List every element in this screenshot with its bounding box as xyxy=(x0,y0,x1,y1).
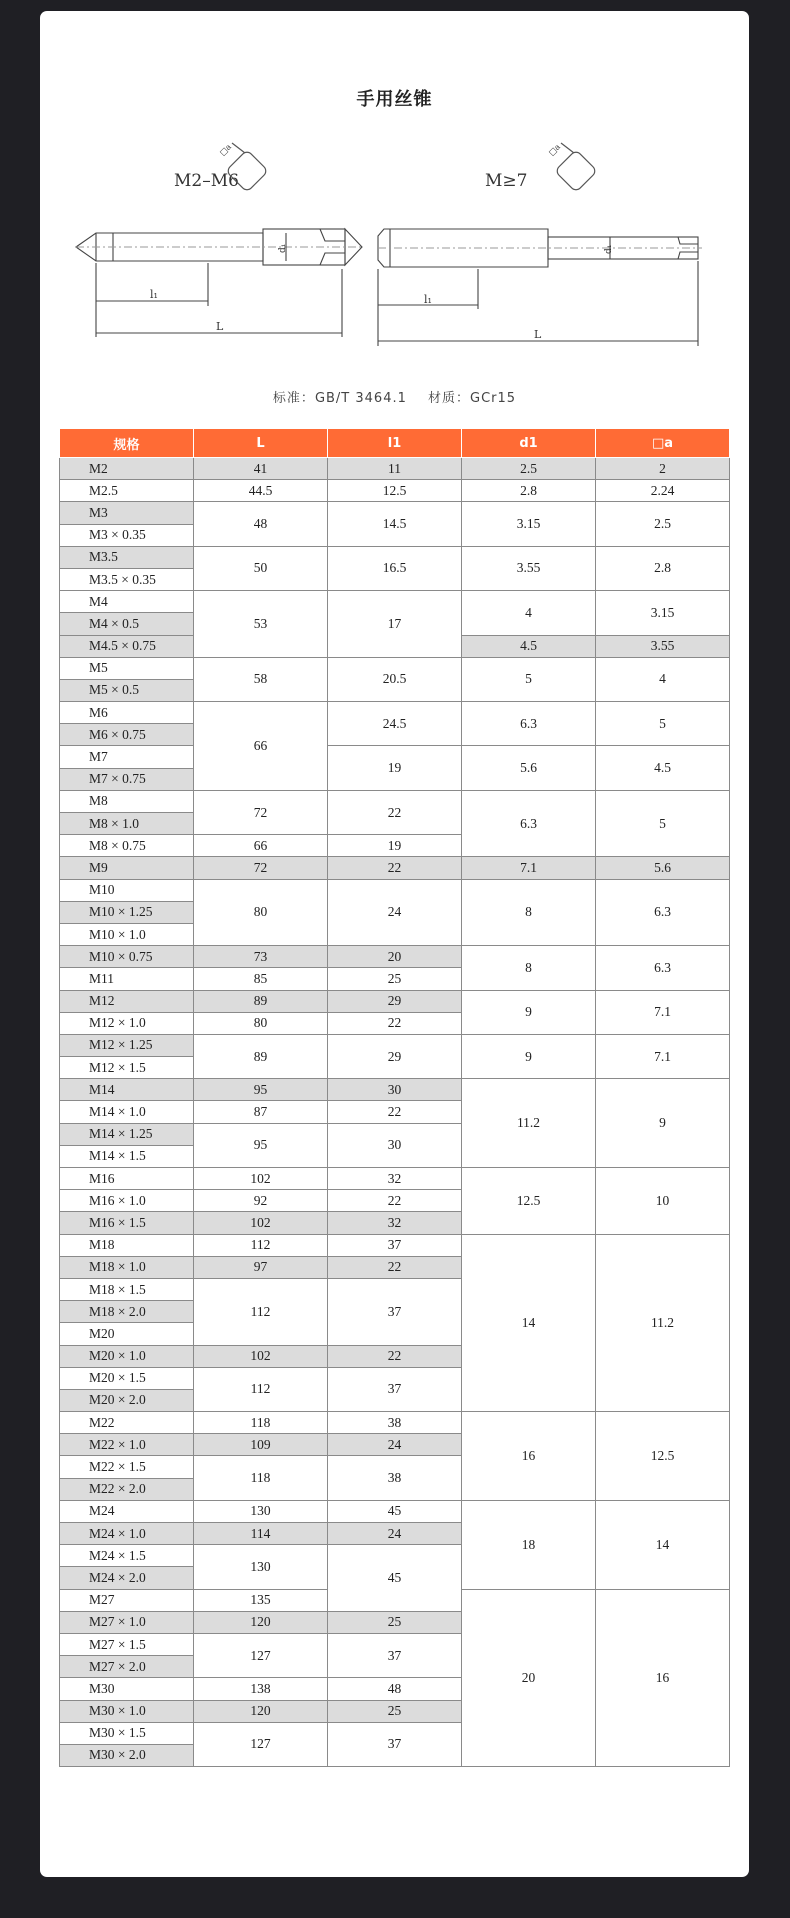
table-cell: 2.24 xyxy=(596,480,730,502)
table-cell: 38 xyxy=(328,1412,462,1434)
spec-cell: M18 × 1.0 xyxy=(60,1256,194,1278)
spec-cell: M24 × 1.0 xyxy=(60,1523,194,1545)
spec-cell: M6 × 0.75 xyxy=(60,724,194,746)
table-cell: 19 xyxy=(328,835,462,857)
table-cell: 9 xyxy=(462,990,596,1034)
table-cell: 50 xyxy=(194,546,328,590)
table-cell: 102 xyxy=(194,1345,328,1367)
table-cell: 11 xyxy=(328,458,462,480)
right-square-icon xyxy=(555,143,597,192)
spec-cell: M2.5 xyxy=(60,480,194,502)
standard-label: 标准： xyxy=(272,391,315,406)
table-cell: 37 xyxy=(328,1367,462,1411)
label-m2-m6: M2–M6 xyxy=(174,171,239,191)
spec-cell: M6 xyxy=(60,702,194,724)
table-cell: 37 xyxy=(328,1722,462,1766)
table-cell: 3.15 xyxy=(596,591,730,635)
spec-cell: M2 xyxy=(60,458,194,480)
right-L-label: L xyxy=(534,328,542,341)
table-cell: 5.6 xyxy=(462,746,596,790)
spec-cell: M22 xyxy=(60,1412,194,1434)
right-d1-label: d₁ xyxy=(604,244,614,254)
right-a-label: □a xyxy=(546,142,563,158)
spec-cell: M27 xyxy=(60,1589,194,1611)
table-cell: 97 xyxy=(194,1256,328,1278)
table-cell: 9 xyxy=(462,1034,596,1078)
table-row xyxy=(60,879,730,901)
table-header-row xyxy=(60,429,730,458)
product-card xyxy=(40,11,749,1877)
table-cell: 32 xyxy=(328,1168,462,1190)
spec-cell: M12 × 1.0 xyxy=(60,1012,194,1034)
table-cell: 11.2 xyxy=(462,1079,596,1168)
table-cell: 80 xyxy=(194,879,328,946)
table-cell: 112 xyxy=(194,1278,328,1345)
table-cell: 12.5 xyxy=(596,1412,730,1501)
spec-cell: M30 × 1.0 xyxy=(60,1700,194,1722)
table-cell: 2.8 xyxy=(462,480,596,502)
table-cell: 6.3 xyxy=(596,879,730,946)
left-d1-label: d₁ xyxy=(278,243,288,253)
table-cell: 92 xyxy=(194,1190,328,1212)
table-cell: 102 xyxy=(194,1212,328,1234)
spec-cell: M20 × 1.5 xyxy=(60,1367,194,1389)
table-cell: 4 xyxy=(596,657,730,701)
spec-cell: M22 × 1.0 xyxy=(60,1434,194,1456)
spec-cell: M11 xyxy=(60,968,194,990)
table-row xyxy=(60,657,730,679)
table-cell: 120 xyxy=(194,1611,328,1633)
table-cell: 32 xyxy=(328,1212,462,1234)
spec-cell: M18 × 1.5 xyxy=(60,1278,194,1300)
spec-cell: M16 × 1.0 xyxy=(60,1190,194,1212)
table-cell: 11.2 xyxy=(596,1234,730,1412)
col-header-spec: 规格 xyxy=(60,429,194,458)
table-cell: 24 xyxy=(328,1434,462,1456)
table-cell: 95 xyxy=(194,1123,328,1167)
spec-cell: M30 × 2.0 xyxy=(60,1744,194,1766)
table-cell: 2 xyxy=(596,458,730,480)
table-cell: 41 xyxy=(194,458,328,480)
table-cell: 14 xyxy=(596,1500,730,1589)
table-cell: 14.5 xyxy=(328,502,462,546)
spec-cell: M14 × 1.5 xyxy=(60,1145,194,1167)
spec-cell: M8 × 0.75 xyxy=(60,835,194,857)
page-title: 手用丝锥 xyxy=(356,89,433,110)
table-cell: 10 xyxy=(596,1168,730,1235)
spec-cell: M5 xyxy=(60,657,194,679)
table-cell: 80 xyxy=(194,1012,328,1034)
table-cell: 22 xyxy=(328,857,462,879)
table-cell: 118 xyxy=(194,1456,328,1500)
col-header-d1: d1 xyxy=(462,429,596,458)
table-cell: 12.5 xyxy=(462,1168,596,1235)
spec-cell: M18 × 2.0 xyxy=(60,1301,194,1323)
spec-table xyxy=(59,428,730,1767)
table-row xyxy=(60,746,730,768)
table-cell: 73 xyxy=(194,946,328,968)
table-cell: 37 xyxy=(328,1234,462,1256)
spec-cell: M10 xyxy=(60,879,194,901)
col-header-L: L xyxy=(194,429,328,458)
table-row xyxy=(60,790,730,812)
table-cell: 37 xyxy=(328,1633,462,1677)
table-cell: 24 xyxy=(328,1523,462,1545)
table-cell: 29 xyxy=(328,990,462,1012)
table-row xyxy=(60,591,730,613)
material-label: 材质： xyxy=(428,391,471,406)
table-cell: 4 xyxy=(462,591,596,635)
table-cell: 66 xyxy=(194,702,328,791)
table-cell: 109 xyxy=(194,1434,328,1456)
spec-cell: M22 × 1.5 xyxy=(60,1456,194,1478)
table-cell: 48 xyxy=(328,1678,462,1700)
table-cell: 4.5 xyxy=(596,746,730,790)
table-cell: 6.3 xyxy=(462,702,596,746)
table-cell: 8 xyxy=(462,946,596,990)
table-cell: 24.5 xyxy=(328,702,462,746)
table-row xyxy=(60,480,730,502)
spec-cell: M27 × 2.0 xyxy=(60,1656,194,1678)
table-cell: 25 xyxy=(328,1611,462,1633)
table-cell: 138 xyxy=(194,1678,328,1700)
table-cell: 72 xyxy=(194,790,328,834)
table-cell: 6.3 xyxy=(462,790,596,857)
table-cell: 16 xyxy=(596,1589,730,1767)
standard-line xyxy=(40,387,749,406)
spec-cell: M14 xyxy=(60,1079,194,1101)
table-cell: 3.15 xyxy=(462,502,596,546)
spec-cell: M5 × 0.5 xyxy=(60,679,194,701)
table-cell: 112 xyxy=(194,1367,328,1411)
spec-cell: M27 × 1.5 xyxy=(60,1633,194,1655)
table-cell: 7.1 xyxy=(596,1034,730,1078)
table-cell: 48 xyxy=(194,502,328,546)
table-cell: 95 xyxy=(194,1079,328,1101)
table-cell: 2.8 xyxy=(596,546,730,590)
table-cell: 2.5 xyxy=(596,502,730,546)
tap-diagram xyxy=(70,141,720,361)
table-cell: 127 xyxy=(194,1633,328,1677)
table-cell: 3.55 xyxy=(462,546,596,590)
spec-cell: M20 × 1.0 xyxy=(60,1345,194,1367)
table-cell: 130 xyxy=(194,1545,328,1589)
spec-cell: M8 xyxy=(60,790,194,812)
table-cell: 89 xyxy=(194,990,328,1012)
table-cell: 72 xyxy=(194,857,328,879)
table-row xyxy=(60,1412,730,1434)
spec-cell: M4 xyxy=(60,591,194,613)
table-row xyxy=(60,502,730,524)
spec-cell: M12 × 1.5 xyxy=(60,1057,194,1079)
table-row xyxy=(60,990,730,1012)
table-row xyxy=(60,1234,730,1256)
table-cell: 127 xyxy=(194,1722,328,1766)
table-cell: 9 xyxy=(596,1079,730,1168)
spec-cell: M18 xyxy=(60,1234,194,1256)
table-cell: 85 xyxy=(194,968,328,990)
table-cell: 44.5 xyxy=(194,480,328,502)
spec-cell: M7 × 0.75 xyxy=(60,768,194,790)
spec-cell: M24 xyxy=(60,1500,194,1522)
table-cell: 53 xyxy=(194,591,328,658)
table-row xyxy=(60,946,730,968)
table-cell: 8 xyxy=(462,879,596,946)
table-cell: 112 xyxy=(194,1234,328,1256)
spec-cell: M27 × 1.0 xyxy=(60,1611,194,1633)
table-cell: 37 xyxy=(328,1278,462,1345)
spec-cell: M4.5 × 0.75 xyxy=(60,635,194,657)
spec-cell: M3.5 × 0.35 xyxy=(60,568,194,590)
table-cell: 5 xyxy=(596,790,730,857)
table-cell: 120 xyxy=(194,1700,328,1722)
spec-cell: M22 × 2.0 xyxy=(60,1478,194,1500)
table-cell: 14 xyxy=(462,1234,596,1412)
spec-cell: M30 xyxy=(60,1678,194,1700)
spec-cell: M30 × 1.5 xyxy=(60,1722,194,1744)
spec-cell: M12 xyxy=(60,990,194,1012)
table-row xyxy=(60,1500,730,1522)
right-l1-label: l₁ xyxy=(424,293,432,306)
table-cell: 22 xyxy=(328,1101,462,1123)
material-value: GCr15 xyxy=(470,391,517,406)
table-cell: 22 xyxy=(328,1012,462,1034)
table-cell: 87 xyxy=(194,1101,328,1123)
table-cell: 24 xyxy=(328,879,462,946)
table-cell: 45 xyxy=(328,1545,462,1612)
table-cell: 19 xyxy=(328,746,462,790)
table-cell: 25 xyxy=(328,968,462,990)
spec-cell: M9 xyxy=(60,857,194,879)
table-cell: 20.5 xyxy=(328,657,462,701)
table-row xyxy=(60,1079,730,1101)
table-cell: 4.5 xyxy=(462,635,596,657)
spec-cell: M20 × 2.0 xyxy=(60,1389,194,1411)
spec-cell: M10 × 1.25 xyxy=(60,901,194,923)
spec-cell: M7 xyxy=(60,746,194,768)
table-cell: 30 xyxy=(328,1079,462,1101)
spec-cell: M3 × 0.35 xyxy=(60,524,194,546)
table-cell: 130 xyxy=(194,1500,328,1522)
table-cell: 12.5 xyxy=(328,480,462,502)
table-cell: 89 xyxy=(194,1034,328,1078)
spec-cell: M14 × 1.25 xyxy=(60,1123,194,1145)
table-cell: 22 xyxy=(328,1345,462,1367)
left-a-label: □a xyxy=(217,142,234,158)
table-row xyxy=(60,1034,730,1056)
spec-cell: M4 × 0.5 xyxy=(60,613,194,635)
label-m-ge-7: M≥7 xyxy=(485,171,528,191)
table-row xyxy=(60,857,730,879)
table-row xyxy=(60,1168,730,1190)
table-cell: 3.55 xyxy=(596,635,730,657)
table-cell: 22 xyxy=(328,1190,462,1212)
left-l1-label: l₁ xyxy=(150,288,158,301)
spec-cell: M16 xyxy=(60,1168,194,1190)
table-cell: 66 xyxy=(194,835,328,857)
standard-value: GB/T 3464.1 xyxy=(314,391,407,406)
table-cell: 7.1 xyxy=(596,990,730,1034)
col-header-a: □a xyxy=(596,429,730,458)
table-cell: 45 xyxy=(328,1500,462,1522)
table-cell: 25 xyxy=(328,1700,462,1722)
table-cell: 20 xyxy=(328,946,462,968)
table-row xyxy=(60,458,730,480)
table-cell: 118 xyxy=(194,1412,328,1434)
spec-cell: M3 xyxy=(60,502,194,524)
table-cell: 18 xyxy=(462,1500,596,1589)
table-cell: 38 xyxy=(328,1456,462,1500)
table-cell: 2.5 xyxy=(462,458,596,480)
table-cell: 16.5 xyxy=(328,546,462,590)
spec-cell: M3.5 xyxy=(60,546,194,568)
table-cell: 22 xyxy=(328,790,462,834)
table-cell: 5.6 xyxy=(596,857,730,879)
spec-table-wrap xyxy=(59,428,730,1767)
spec-cell: M24 × 2.0 xyxy=(60,1567,194,1589)
table-cell: 135 xyxy=(194,1589,328,1611)
table-row xyxy=(60,546,730,568)
spec-cell: M10 × 1.0 xyxy=(60,923,194,945)
col-header-l1: l1 xyxy=(328,429,462,458)
spec-cell: M14 × 1.0 xyxy=(60,1101,194,1123)
spec-cell: M8 × 1.0 xyxy=(60,813,194,835)
table-cell: 16 xyxy=(462,1412,596,1501)
table-cell: 22 xyxy=(328,1256,462,1278)
table-cell: 20 xyxy=(462,1589,596,1767)
spec-cell: M24 × 1.5 xyxy=(60,1545,194,1567)
table-cell: 5 xyxy=(462,657,596,701)
table-cell: 6.3 xyxy=(596,946,730,990)
table-cell: 102 xyxy=(194,1168,328,1190)
table-cell: 17 xyxy=(328,591,462,658)
spec-cell: M16 × 1.5 xyxy=(60,1212,194,1234)
table-cell: 5 xyxy=(596,702,730,746)
table-cell: 58 xyxy=(194,657,328,701)
table-cell: 30 xyxy=(328,1123,462,1167)
spec-cell: M12 × 1.25 xyxy=(60,1034,194,1056)
table-row xyxy=(60,702,730,724)
spec-cell: M10 × 0.75 xyxy=(60,946,194,968)
table-cell: 7.1 xyxy=(462,857,596,879)
table-cell: 29 xyxy=(328,1034,462,1078)
spec-cell: M20 xyxy=(60,1323,194,1345)
table-cell: 114 xyxy=(194,1523,328,1545)
left-L-label: L xyxy=(216,320,224,333)
